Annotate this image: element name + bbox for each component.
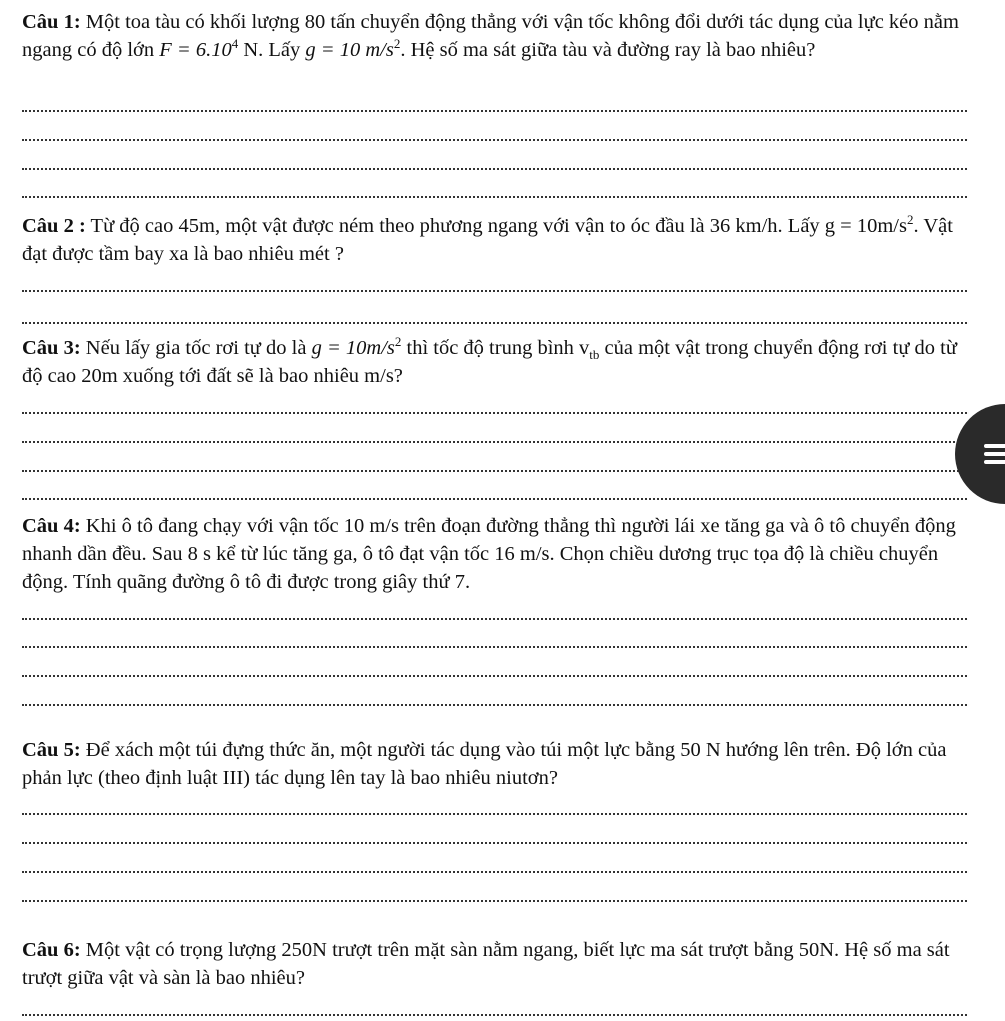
question-4-text: Khi ô tô đang chạy với vận tốc 10 m/s trên đoạn đường thẳng thì người lái xe tăng ga và ô tô chuyển động nhanh dần đều. Sau 8 s kể từ lúc tăng ga, ô tô đạt vận tốc 16 m/s. Chọn chiều dương trục tọa độ là chiều chuyển động. Tính quãng đường ô tô đi được trong giây thứ 7. bbox=[22, 515, 956, 593]
question-3-formula: g = 10m/s bbox=[311, 337, 395, 359]
question-4-label: Câu 4: bbox=[22, 515, 81, 537]
question-6-text: Một vật có trọng lượng 250N trượt trên mặt sàn nằm ngang, biết lực ma sát trượt bằng 50N. Hệ số ma sát trượt giữa vật và sàn là bao nhiêu? bbox=[22, 939, 950, 989]
answer-line[interactable] bbox=[22, 412, 967, 414]
question-2-label: Câu 2 : bbox=[22, 215, 86, 237]
answer-line[interactable] bbox=[22, 871, 967, 873]
answer-line[interactable] bbox=[22, 498, 967, 500]
answer-line[interactable] bbox=[22, 470, 967, 472]
answer-line[interactable] bbox=[22, 842, 967, 844]
question-3-sub: tb bbox=[589, 347, 600, 363]
answer-line[interactable] bbox=[22, 646, 967, 648]
answer-line[interactable] bbox=[22, 168, 967, 170]
floating-menu-button[interactable] bbox=[955, 404, 1005, 504]
question-2 bbox=[22, 212, 982, 268]
question-1-formula-gravity-exp: 2 bbox=[393, 36, 401, 52]
question-3-text-b: thì tốc độ trung bình v bbox=[401, 337, 590, 359]
question-6-label: Câu 6: bbox=[22, 939, 81, 961]
question-5-text: Để xách một túi đựng thức ăn, một người tác dụng vào túi một lực bằng 50 N hướng lên trên. Độ lớn của phản lực (theo định luật III) tác dụng lên tay là bao nhiêu niutơn? bbox=[22, 739, 947, 789]
answer-line[interactable] bbox=[22, 290, 967, 292]
question-2-text-a: Từ độ cao 45m, một vật được ném theo phương ngang với vận to óc đầu là 36 km/h. Lấy g = 10m/s bbox=[85, 215, 907, 237]
question-1-formula-force: F = 6.10 bbox=[159, 39, 232, 61]
question-3-text-c: của một vật trong chuyển động rơi tự do từ độ cao 20m xuống tới đất sẽ là bao nhiêu m/s? bbox=[22, 337, 957, 387]
answer-line[interactable] bbox=[22, 322, 967, 324]
answer-line[interactable] bbox=[22, 675, 967, 677]
question-1-text-c: . Hệ số ma sát giữa tàu và đường ray là bao nhiêu? bbox=[400, 39, 816, 61]
answer-line[interactable] bbox=[22, 196, 967, 198]
question-1-formula-gravity: g = 10 m/s bbox=[305, 39, 394, 61]
question-1-label: Câu 1: bbox=[22, 11, 81, 33]
question-3-text-a: Nếu lấy gia tốc rơi tự do là bbox=[80, 337, 312, 359]
question-4 bbox=[22, 512, 982, 596]
answer-line[interactable] bbox=[22, 704, 967, 706]
question-2-text-b: . Vật đạt được tầm bay xa là bao nhiêu mét ? bbox=[22, 215, 953, 265]
question-1-formula-force-exp: 4 bbox=[231, 36, 239, 52]
question-3-label: Câu 3: bbox=[22, 337, 81, 359]
answer-line[interactable] bbox=[22, 813, 967, 815]
answer-line[interactable] bbox=[22, 1014, 967, 1016]
question-1 bbox=[22, 8, 982, 64]
question-3-exp: 2 bbox=[394, 334, 402, 350]
question-1-text-a: Một toa tàu có khối lượng 80 tấn chuyển động thẳng với vận tốc không đổi dưới tác dụng của lực kéo nằm ngang có độ lớn bbox=[22, 11, 959, 61]
question-1-text-b: N. Lấy bbox=[238, 39, 306, 61]
question-6 bbox=[22, 936, 982, 992]
question-5-label: Câu 5: bbox=[22, 739, 81, 761]
answer-line[interactable] bbox=[22, 900, 967, 902]
answer-line[interactable] bbox=[22, 441, 967, 443]
question-3 bbox=[22, 334, 982, 390]
answer-line[interactable] bbox=[22, 139, 967, 141]
answer-line[interactable] bbox=[22, 618, 967, 620]
answer-line[interactable] bbox=[22, 110, 967, 112]
question-5 bbox=[22, 736, 982, 792]
question-2-exp: 2 bbox=[906, 212, 914, 228]
